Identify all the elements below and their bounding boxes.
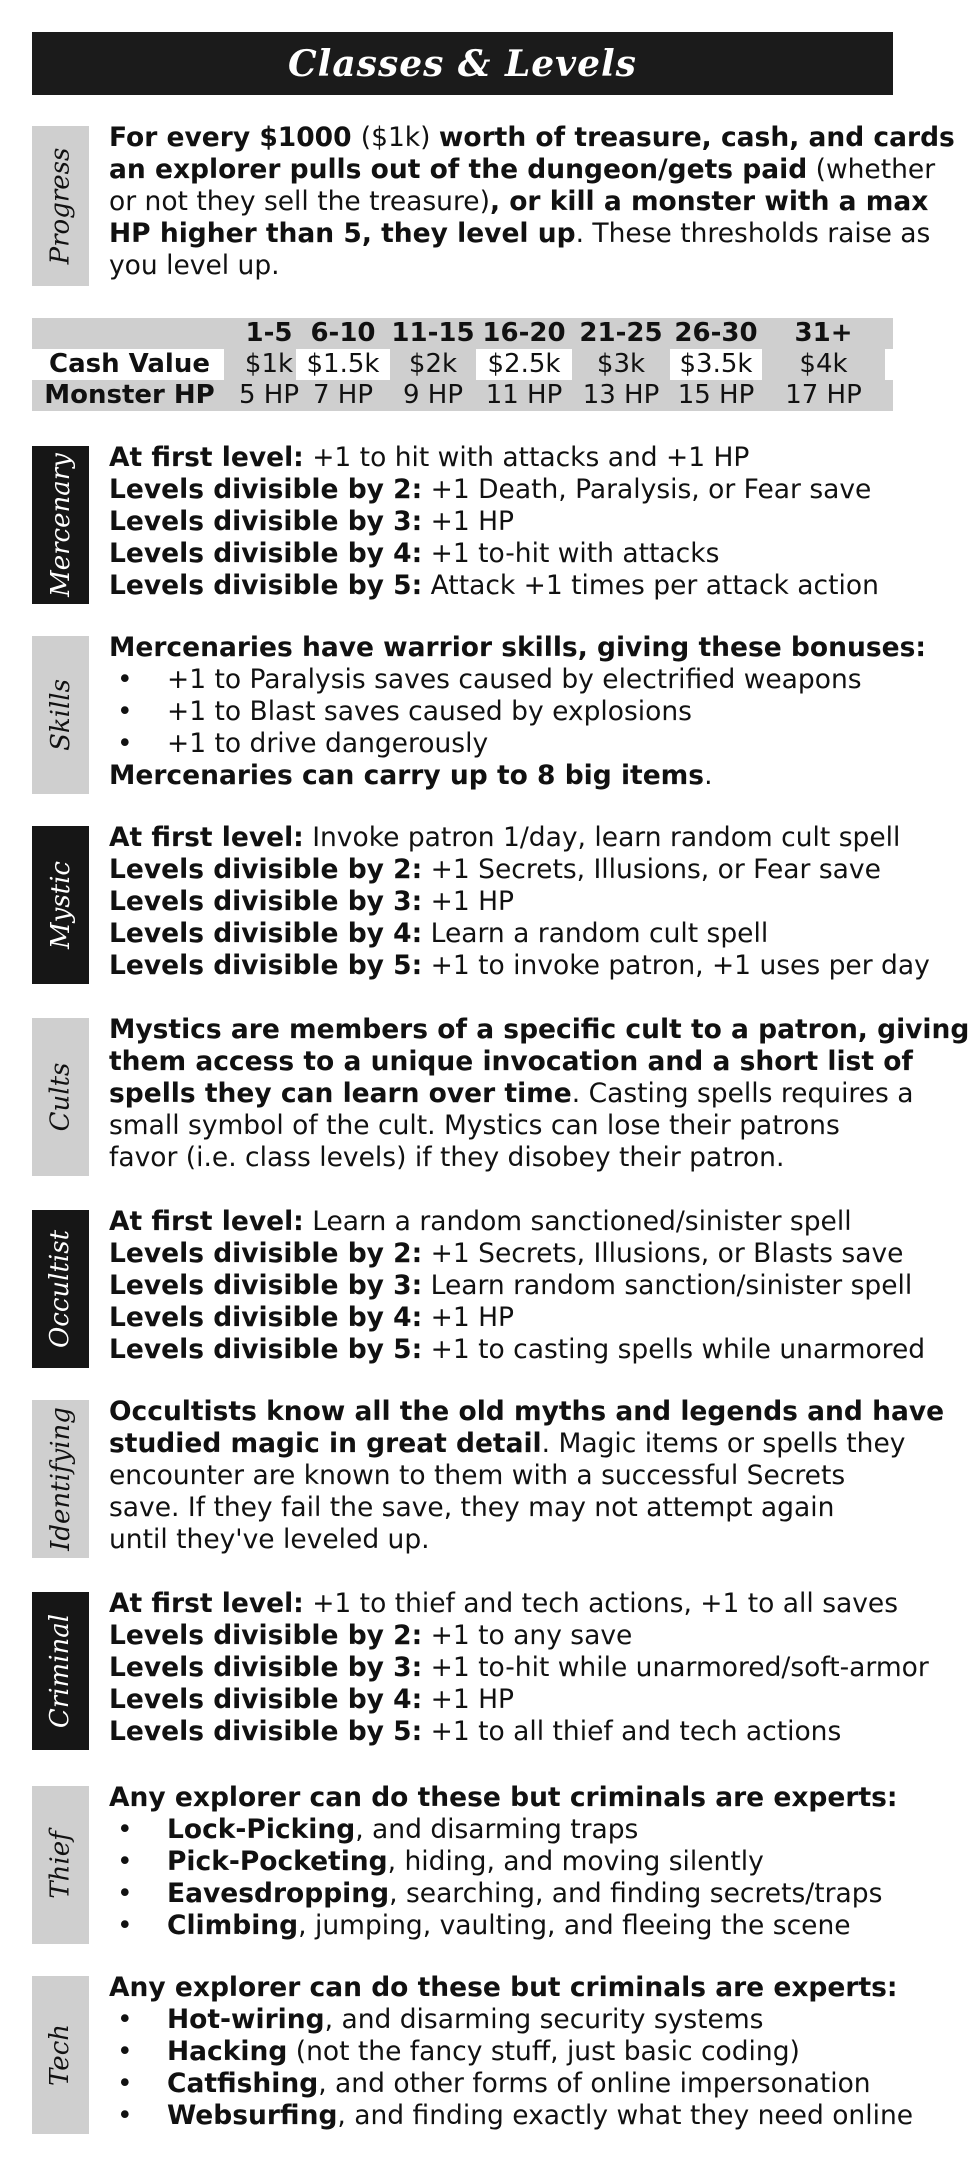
text-line: [109, 1046, 913, 1078]
text-line: [109, 1238, 904, 1270]
bold-text: them access to a unique invocation and a short list of: [109, 1046, 913, 1077]
section-label: Mercenary: [45, 453, 76, 597]
text-run: favor (i.e. class levels) if they disobey their patron.: [109, 1142, 785, 1173]
bold-text: Levels divisible by 3:: [109, 506, 423, 537]
section-body: [109, 632, 926, 792]
text-line: [109, 1206, 893, 1238]
bold-text: HP higher than 5, they level up: [109, 218, 576, 249]
bullet-icon: •: [117, 1846, 133, 1877]
text-run: +1 to hit with attacks and +1 HP: [303, 442, 750, 473]
text-line: [109, 632, 926, 664]
list-item: [109, 2004, 893, 2036]
table-cell: 13 HP: [582, 380, 660, 410]
bold-text: Levels divisible by 5:: [109, 950, 423, 981]
list-item: [109, 2036, 893, 2068]
text-line: [109, 1302, 893, 1334]
section-label: Cults: [45, 1062, 76, 1132]
bold-text: Eavesdropping: [167, 1878, 390, 1909]
text-run: +1 to Paralysis saves caused by electrified weapons: [167, 664, 862, 695]
progress-section: [32, 122, 955, 286]
text-run: +1 to-hit while unarmored/soft-armor: [422, 1652, 929, 1683]
bold-text: At first level:: [109, 822, 304, 853]
mystic-section: [32, 822, 930, 984]
bold-text: Levels divisible by 4:: [109, 1684, 423, 1715]
section-body: [109, 1206, 926, 1366]
text-run: +1 to casting spells while unarmored: [422, 1334, 926, 1365]
text-run: , jumping, vaulting, and fleeing the scene: [298, 1910, 851, 1941]
text-run: encounter are known to them with a successful Secrets: [109, 1460, 846, 1491]
section-body: [109, 1588, 929, 1748]
text-line: [109, 474, 893, 506]
table-cell: $1k: [224, 349, 314, 380]
mystic-side-tab: [32, 826, 89, 984]
bullet-icon: •: [117, 664, 133, 695]
mercenary-side-tab: [32, 446, 89, 604]
tech-side-tab: [32, 1976, 89, 2134]
text-run: ($1k): [360, 122, 439, 153]
tech-section: [32, 1972, 914, 2134]
criminal-section: [32, 1588, 929, 1750]
table-cell: 11 HP: [485, 380, 563, 410]
level-range-header: 16-20: [482, 318, 566, 348]
list-item-text: [167, 1878, 882, 1910]
bold-text: Climbing: [167, 1910, 299, 1941]
bold-text: studied magic in great detail: [109, 1428, 542, 1459]
table-cell: 5 HP: [238, 380, 300, 410]
text-run: . These thresholds raise as: [575, 218, 931, 249]
bold-text: Levels divisible by 3:: [109, 1652, 423, 1683]
bold-text: spells they can learn over time: [109, 1078, 572, 1109]
table-cell: 17 HP: [785, 380, 862, 410]
bold-text: Any explorer can do these but criminals are experts:: [109, 1782, 898, 1813]
list-item-text: [167, 1814, 638, 1846]
bold-text: Mystics are members of a specific cult to a patron, giving: [109, 1014, 969, 1045]
bold-text: Websurfing: [167, 2100, 338, 2131]
table-cell: $2.5k: [476, 349, 572, 380]
text-run: until they've leveled up.: [109, 1524, 430, 1555]
table-cell: $1.5k: [296, 349, 390, 380]
page-title-bar: [32, 32, 893, 95]
mercenary-section: [32, 442, 893, 604]
bold-text: worth of treasure, cash, and cards: [438, 122, 955, 153]
text-line: [109, 1428, 906, 1460]
level-range-header: 6-10: [310, 318, 376, 348]
level-range-header: 31+: [794, 318, 853, 348]
text-line: [109, 1270, 913, 1302]
text-run: Attack +1 times per attack action: [422, 570, 879, 601]
bold-text: Levels divisible by 5:: [109, 1334, 423, 1365]
text-run: +1 Death, Paralysis, or Fear save: [422, 474, 872, 505]
list-item-text: [167, 1846, 764, 1878]
section-label: Occultist: [45, 1229, 76, 1349]
bullet-icon: •: [117, 2036, 133, 2067]
text-run: +1 to thief and tech actions, +1 to all saves: [303, 1588, 899, 1619]
bullet-icon: •: [117, 728, 133, 759]
text-line: [109, 1782, 898, 1814]
bold-text: At first level:: [109, 1588, 304, 1619]
table-cell: $3k: [572, 349, 670, 380]
list-item: [109, 664, 893, 696]
text-line: [109, 854, 893, 886]
bold-text: an explorer pulls out of the dungeon/gets paid: [109, 154, 808, 185]
text-run: +1 to drive dangerously: [167, 728, 489, 759]
list-item: [109, 2068, 893, 2100]
text-run: +1 to any save: [422, 1620, 633, 1651]
text-line: [109, 1588, 899, 1620]
skills-side-tab: [32, 636, 89, 794]
list-item-text: [167, 2100, 913, 2132]
bold-text: Levels divisible by 2:: [109, 1620, 423, 1651]
occultist-side-tab: [32, 1210, 89, 1368]
text-run: you level up.: [109, 250, 280, 281]
text-line: [109, 1460, 893, 1492]
list-item: [109, 696, 893, 728]
text-line: [109, 218, 931, 250]
bullet-icon: •: [117, 1910, 133, 1941]
text-line: [109, 918, 893, 950]
text-line: [109, 122, 955, 154]
row-label: Cash Value: [49, 349, 210, 379]
occultist-section: [32, 1206, 926, 1368]
list-item: [109, 1846, 893, 1878]
text-run: , and finding exactly what they need online: [337, 2100, 914, 2131]
text-run: +1 to all thief and tech actions: [422, 1716, 842, 1747]
list-item-text: [167, 664, 862, 696]
table-cell: 15 HP: [677, 380, 755, 410]
text-line: [109, 570, 893, 602]
text-run: Invoke patron 1/day, learn random cult spell: [303, 822, 901, 853]
text-line: [109, 886, 893, 918]
bullet-icon: •: [117, 696, 133, 727]
section-label: Identifying: [45, 1407, 76, 1551]
text-run: .: [704, 760, 713, 791]
bold-text: Hacking: [167, 2036, 288, 2067]
section-label: Mystic: [45, 861, 76, 949]
skills-section: [32, 632, 926, 794]
text-run: , and other forms of online impersonation: [318, 2068, 871, 2099]
list-item: [109, 1814, 893, 1846]
bold-text: Catfishing: [167, 2068, 319, 2099]
text-line: [109, 1014, 969, 1046]
section-body: [109, 442, 893, 602]
bold-text: Mercenaries have warrior skills, giving these bonuses:: [109, 632, 926, 663]
section-body: [109, 1396, 945, 1556]
list-item-text: [167, 1910, 851, 1942]
bold-text: Levels divisible by 4:: [109, 538, 423, 569]
section-label: Skills: [45, 679, 76, 751]
text-run: , and disarming security systems: [324, 2004, 764, 2035]
text-run: small symbol of the cult. Mystics can lose their patrons: [109, 1110, 840, 1141]
text-run: +1 to invoke patron, +1 uses per day: [422, 950, 930, 981]
text-line: [109, 506, 893, 538]
cults-section: [32, 1014, 969, 1176]
table-cell: 7 HP: [312, 380, 374, 410]
text-run: or not they sell the treasure): [109, 186, 490, 217]
text-run: , searching, and finding secrets/traps: [389, 1878, 883, 1909]
list-item-text: [167, 2004, 763, 2036]
section-label: Criminal: [45, 1613, 76, 1729]
text-run: +1 HP: [422, 886, 515, 917]
text-line: [109, 250, 893, 282]
identifying-section: [32, 1396, 945, 1558]
identifying-side-tab: [32, 1400, 89, 1558]
bold-text: Occultists know all the old myths and legends and have: [109, 1396, 945, 1427]
cults-side-tab: [32, 1018, 89, 1176]
text-line: [109, 1078, 914, 1110]
list-item: [109, 1878, 893, 1910]
bold-text: Levels divisible by 5:: [109, 570, 423, 601]
bold-text: Levels divisible by 5:: [109, 1716, 423, 1747]
section-body: [109, 1972, 914, 2132]
text-run: +1 HP: [422, 506, 515, 537]
table-cell: $3.5k: [670, 349, 762, 380]
bold-text: Levels divisible by 2:: [109, 1238, 423, 1269]
text-run: +1 HP: [422, 1302, 515, 1333]
text-run: Learn a random cult spell: [422, 918, 769, 949]
text-run: +1 Secrets, Illusions, or Blasts save: [422, 1238, 904, 1269]
bold-text: Levels divisible by 2:: [109, 474, 423, 505]
text-line: [109, 538, 893, 570]
table-cell: 9 HP: [402, 380, 464, 410]
text-run: +1 HP: [422, 1684, 515, 1715]
row-label: Monster HP: [44, 380, 215, 410]
text-run: . Casting spells requires a: [571, 1078, 914, 1109]
criminal-side-tab: [32, 1592, 89, 1750]
level-range-header: 1-5: [245, 318, 293, 348]
text-line: [109, 1716, 893, 1748]
text-line: [109, 1334, 926, 1366]
page-title: Classes & Levels: [288, 42, 637, 85]
text-line: [109, 950, 930, 982]
progress-side-label: [32, 126, 89, 286]
bold-text: Hot-wiring: [167, 2004, 325, 2035]
progress-label: Progress: [45, 147, 76, 265]
text-run: . Magic items or spells they: [541, 1428, 906, 1459]
text-line: [109, 1652, 929, 1684]
table-row: [32, 349, 893, 380]
bold-text: Mercenaries can carry up to 8 big items: [109, 760, 705, 791]
table-cell: $2k: [390, 349, 476, 380]
text-run: , and disarming traps: [355, 1814, 639, 1845]
bold-text: Any explorer can do these but criminals are experts:: [109, 1972, 898, 2003]
list-item-text: [167, 696, 692, 728]
text-run: +1 to Blast saves caused by explosions: [167, 696, 692, 727]
text-run: +1 Secrets, Illusions, or Fear save: [422, 854, 881, 885]
bold-text: Levels divisible by 3:: [109, 1270, 423, 1301]
text-line: [109, 1142, 893, 1174]
bold-text: For every $1000: [109, 122, 361, 153]
section-body: [109, 1014, 969, 1174]
text-run: (not the fancy stuff, just basic coding): [287, 2036, 800, 2067]
bold-text: , or kill a monster with a max: [489, 186, 929, 217]
text-line: [109, 442, 893, 474]
level-range-header: 21-25: [579, 318, 663, 348]
level-range-header: 26-30: [674, 318, 758, 348]
section-label: Tech: [45, 2023, 76, 2087]
bold-text: Levels divisible by 4:: [109, 918, 423, 949]
section-body: [109, 1782, 898, 1942]
list-item-text: [167, 2068, 871, 2100]
text-line: [109, 1684, 893, 1716]
bold-text: Levels divisible by 4:: [109, 1302, 423, 1333]
text-line: [109, 1396, 945, 1428]
text-run: Learn a random sanctioned/sinister spell: [303, 1206, 852, 1237]
section-body: [109, 822, 930, 982]
text-line: [109, 1972, 898, 2004]
bullet-icon: •: [117, 2068, 133, 2099]
text-run: (whether: [807, 154, 936, 185]
level-range-header: 11-15: [391, 318, 475, 348]
level-threshold-table: [32, 318, 893, 411]
text-run: save. If they fail the save, they may not attempt again: [109, 1492, 835, 1523]
bold-text: At first level:: [109, 442, 304, 473]
bullet-icon: •: [117, 1814, 133, 1845]
table-row: [32, 380, 893, 411]
list-item: [109, 1910, 893, 1942]
table-cell: $4k: [762, 349, 885, 380]
text-run: +1 to-hit with attacks: [422, 538, 720, 569]
bold-text: Lock-Picking: [167, 1814, 356, 1845]
list-item: [109, 728, 893, 760]
text-line: [109, 760, 893, 792]
bold-text: Pick-Pocketing: [167, 1846, 388, 1877]
bullet-icon: •: [117, 2100, 133, 2131]
thief-section: [32, 1782, 898, 1944]
text-run: , hiding, and moving silently: [387, 1846, 764, 1877]
section-label: Thief: [45, 1831, 76, 1899]
progress-text: [109, 122, 955, 282]
text-line: [109, 1110, 893, 1142]
list-item: [109, 2100, 914, 2132]
text-line: [109, 1524, 893, 1556]
table-header-row: [32, 318, 893, 349]
bold-text: At first level:: [109, 1206, 304, 1237]
text-line: [109, 154, 936, 186]
text-run: Learn random sanction/sinister spell: [422, 1270, 913, 1301]
bold-text: Levels divisible by 3:: [109, 886, 423, 917]
thief-side-tab: [32, 1786, 89, 1944]
list-item-text: [167, 728, 488, 760]
text-line: [109, 1620, 893, 1652]
bullet-icon: •: [117, 1878, 133, 1909]
bullet-icon: •: [117, 2004, 133, 2035]
text-line: [109, 1492, 893, 1524]
bold-text: Levels divisible by 2:: [109, 854, 423, 885]
text-line: [109, 186, 929, 218]
list-item-text: [167, 2036, 800, 2068]
text-line: [109, 822, 901, 854]
